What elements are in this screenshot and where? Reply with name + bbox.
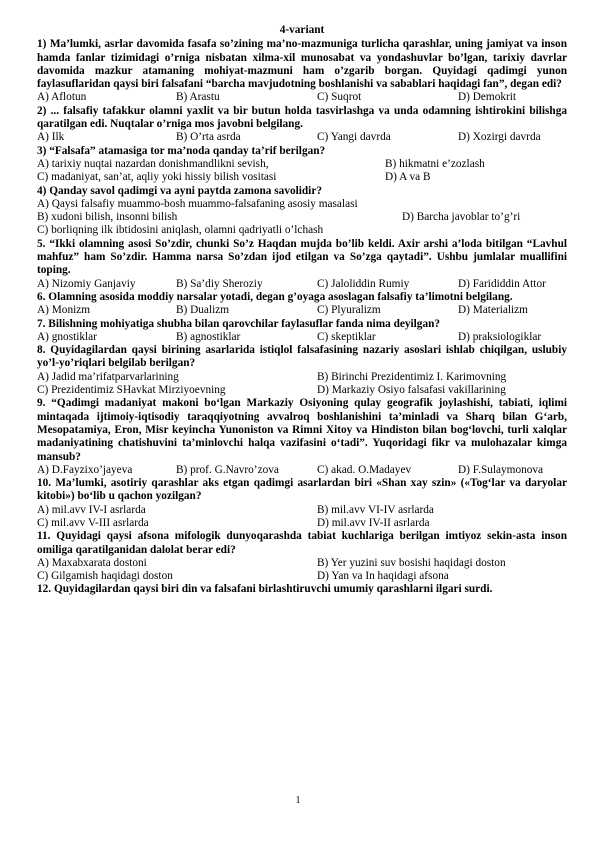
option-d[interactable]: D) Farididdin Attor — [458, 277, 546, 290]
option-a[interactable]: A) Aflotun — [37, 91, 87, 104]
options-row — [37, 331, 567, 344]
option-c[interactable]: C) skeptiklar — [317, 330, 376, 343]
options-row — [37, 570, 567, 583]
option-d[interactable]: D) F.Sulaymonova — [458, 463, 544, 476]
question-8: 8. Quyidagilardan qaysi birining asarlarida istiqlol falsafasining nazariy asoslari ishlab chiqilgan, uslubiy yo’l-yo’riqlari belgilab berilgan? — [37, 344, 567, 370]
options-row — [37, 384, 567, 397]
option-c[interactable]: C) Gilgamish haqidagi doston — [37, 570, 173, 583]
question-7: 7. Bilishning mohiyatiga shubha bilan qarovchilar faylasuflar fanda nima deyilgan? — [37, 317, 441, 330]
question-10: 10. Ma’lumki, asotiriy qarashlar aks etgan qadimgi asarlardan biri «Shan xay szin» («Tog‘lar va daryolar kitobi») bo‘lib u qachon yozilgan? — [37, 477, 567, 503]
option-d[interactable]: D) Xozirgi davrda — [458, 131, 541, 144]
option-b[interactable]: B) Dualizm — [176, 304, 230, 317]
option-c[interactable]: C) Plyuralizm — [317, 304, 381, 317]
options-row — [37, 158, 567, 171]
options-row — [37, 517, 567, 530]
variant-title: 4-variant — [279, 24, 325, 36]
question-9: 9. “Qadimgi madaniyat makoni bo‘lgan Markaziy Osiyoning qulay geografik joylashishi, tabiati, iqlimi mintaqada ijtimoiy-iqtisodiy taraqqiyotning avvalroq boshlanishini ta’minladi va Sharq bilan G‘arb, Mesopatamiya, Eron, Misr keyincha Yunoniston va Rimni Xitoy va Hindiston bilan bog‘lovchi, turli xalqlar madaniyatining chatishuvini ta’minlovchi halqa vazifasini o‘tadi”. Yuqoridagi fikr va mulohazalar kimga mansub? — [37, 397, 567, 463]
option-b[interactable]: B) Arastu — [176, 91, 220, 104]
options-row — [37, 198, 567, 211]
option-a[interactable]: A) mil.avv IV-I asrlarda — [37, 503, 146, 516]
option-c[interactable]: C) Jaloliddin Rumiy — [317, 277, 410, 290]
question-6: 6. Olamning asosida moddiy narsalar yotadi, degan g’oyaga asoslagan falsafiy ta’limotni belgilang. — [37, 290, 513, 303]
question-5: 5. “Ikki olamning asosi So’zdir, chunki So’z Haqdan mujda bo’lib keldi. Axir arshi a’loda bitilgan “Lavhul mahfuz” ham So’zdir. Hamma narsa So’zdan ijod etilgan va So’zga qaytadi”. Ushbu jumlalar muallifini toping. — [37, 237, 567, 277]
option-a[interactable]: A) gnostiklar — [37, 330, 97, 343]
option-b[interactable]: B) xudoni bilish, insonni bilish — [37, 211, 178, 224]
option-c[interactable]: C) Yangi davrda — [317, 131, 391, 144]
option-b[interactable]: B) agnostiklar — [176, 330, 241, 343]
option-b[interactable]: B) Birinchi Prezidentimiz I. Karimovning — [317, 370, 507, 383]
option-b[interactable]: B) mil.avv VI-IV asrlarda — [317, 503, 434, 516]
question-1: 1) Ma’lumki, asrlar davomida fasafa so’zining ma’no-mazmuniga turlicha qarashlar, uning jamiyat va inson hamda fanlar tizimidagi o’rniga nisbatan xilma-xil munosabat va yondashuvlar bo’lgan, tarixiy davrlar davomida mazkur atamaning mohiyat-mazmuni ham o’zgarib borgan. Quyidagi qadimgi yunon faylasuflaridan qaysi biri falsafani “barcha mavjudotning boshlanishi va sabablari haqidagi fan”, degan edi? — [37, 38, 567, 91]
option-b[interactable]: B) prof. G.Navro’zova — [176, 463, 279, 476]
option-a[interactable]: A) Maxabxarata dostoni — [37, 556, 147, 569]
options-row — [37, 211, 567, 224]
options-row — [37, 464, 567, 477]
question-12: 12. Quyidagilardan qaysi biri din va falsafani birlashtiruvchi umumiy qarashlarni ilgari surdi. — [37, 583, 493, 596]
options-row — [37, 371, 567, 384]
option-a[interactable]: A) tarixiy nuqtai nazardan donishmandlikni sevish, — [37, 157, 269, 170]
options-row — [37, 224, 567, 237]
options-row — [37, 557, 567, 570]
option-d[interactable]: D) Demokrit — [458, 91, 517, 104]
options-row — [37, 91, 567, 104]
option-a[interactable]: A) Qaysi falsafiy muammo-bosh muammo-falsafaning asosiy masalasi — [37, 197, 358, 210]
option-c[interactable]: C) Prezidentimiz SHavkat Mirziyoevning — [37, 384, 226, 397]
question-11: 11. Quyidagi qaysi afsona mifologik dunyoqarashda tabiat kuchlariga berilgan imtiyoz sekin-asta inson omiliga qaratilganidan dalolat berar edi? — [37, 530, 567, 556]
option-d[interactable]: D) praksiologiklar — [458, 330, 542, 343]
options-row — [37, 278, 567, 291]
option-c[interactable]: C) Suqrot — [317, 91, 362, 104]
option-b[interactable]: B) O’rta asrda — [176, 131, 241, 144]
question-4: 4) Qanday savol qadimgi va ayni paytda zamona savolidir? — [37, 184, 322, 197]
option-a[interactable]: A) D.Fayzixo’jayeva — [37, 463, 133, 476]
option-c[interactable]: C) madaniyat, san’at, aqliy yoki hissiy bilish vositasi — [37, 171, 277, 184]
option-b[interactable]: B) Yer yuzini suv bosishi haqidagi doston — [317, 556, 506, 569]
option-d[interactable]: D) Yan va In haqidagi afsona — [317, 570, 449, 583]
page-number: 1 — [295, 795, 301, 806]
option-d[interactable]: D) Materializm — [458, 304, 528, 317]
option-c[interactable]: C) akad. O.Madayev — [317, 463, 412, 476]
option-c[interactable]: C) mil.avv V-III asrlarda — [37, 516, 149, 529]
option-a[interactable]: A) Jadid ma’rifatparvarlarining — [37, 370, 179, 383]
options-row — [37, 131, 567, 144]
option-a[interactable]: A) Nizomiy Ganjaviy — [37, 277, 136, 290]
question-sheet — [37, 24, 567, 597]
option-d[interactable]: D) Barcha javoblar to’g’ri — [402, 211, 521, 224]
question-2: 2) ... falsafiy tafakkur olamni yaxlit va bir butun holda tasvirlashga va unda odamning ishtirokini bilishga qaratilgan edi. Nuqtalar o’rniga mos javobni belgilang. — [37, 104, 567, 131]
options-row — [37, 304, 567, 317]
option-c[interactable]: C) borliqning ilk ibtidosini aniqlash, olamni qadriyatli o’lchash — [37, 224, 324, 237]
option-d[interactable]: D) A va B — [385, 171, 431, 184]
options-row — [37, 171, 567, 184]
option-a[interactable]: A) Monizm — [37, 304, 91, 317]
option-d[interactable]: D) mil.avv IV-II asrlarda — [317, 516, 430, 529]
options-row — [37, 504, 567, 517]
option-b[interactable]: B) Sa’diy Sheroziy — [176, 277, 263, 290]
option-a[interactable]: A) Ilk — [37, 131, 65, 144]
option-b[interactable]: B) hikmatni e’zozlash — [385, 157, 485, 170]
option-d[interactable]: D) Markaziy Osiyo falsafasi vakillarining — [317, 384, 506, 397]
question-3: 3) “Falsafa” atamasiga tor ma’noda qanday ta’rif berilgan? — [37, 144, 326, 157]
